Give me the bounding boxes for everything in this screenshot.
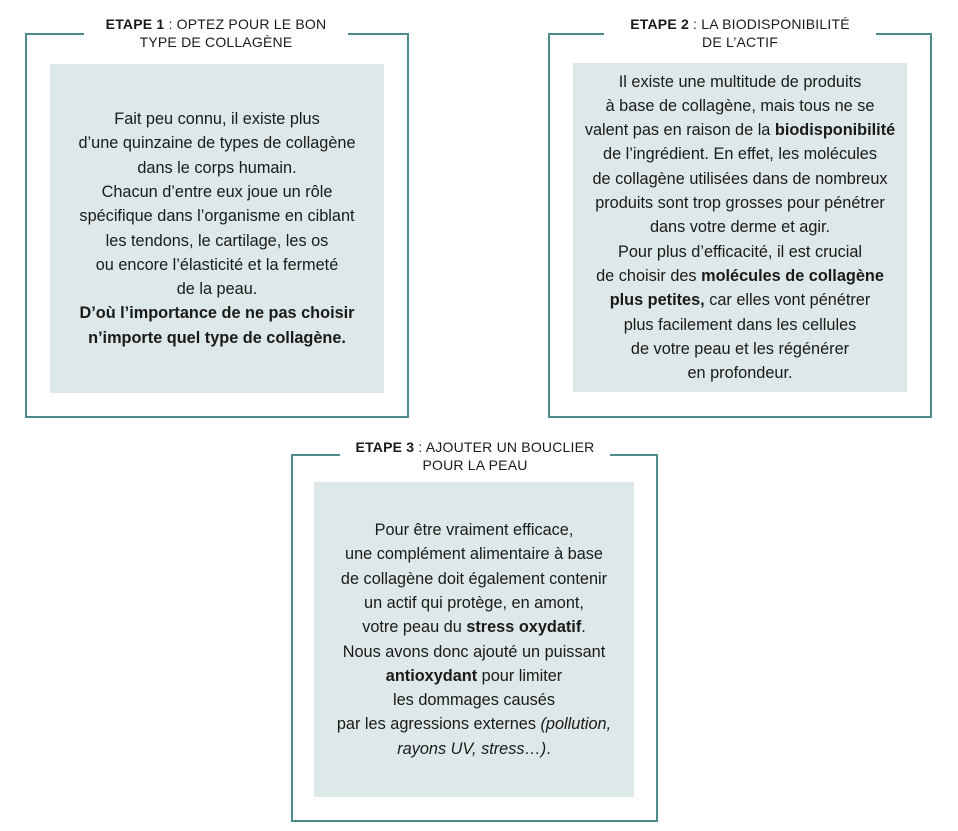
step-2-title-line1: : LA BIODISPONIBILITÉ: [688, 16, 850, 32]
step-3-number: ETAPE 3: [355, 439, 415, 455]
step-3-line: par les agressions externes: [336, 715, 541, 734]
step-3-text: [337, 518, 611, 761]
step-2-number: ETAPE 2: [630, 16, 689, 32]
step-3-panel: [314, 482, 634, 797]
step-1-emphasis: n’importe quel type de collagène.: [88, 328, 346, 347]
step-3-line: .: [546, 739, 551, 758]
step-3-italic: (pollution,: [540, 715, 612, 734]
step-2-line: car elles vont pénétrer: [704, 291, 871, 310]
step-3-line: Nous avons donc ajouté un puissant: [342, 642, 606, 661]
step-3-line: pour limiter: [477, 666, 563, 685]
step-3-emphasis: antioxydant: [385, 666, 478, 685]
step-2-panel: [573, 63, 907, 392]
step-3-emphasis: stress oxydatif: [466, 618, 582, 637]
step-1-line: d’une quinzaine de types de collagène: [78, 134, 356, 153]
step-3-line: votre peau du: [362, 618, 467, 637]
step-2-emphasis: plus petites,: [609, 291, 705, 310]
step-2-line: de votre peau et les régénérer: [630, 339, 850, 358]
step-2-emphasis: biodisponibilité: [774, 121, 896, 140]
step-1-emphasis: D’où l’importance de ne pas choisir: [79, 304, 355, 323]
step-1-text: [79, 107, 356, 350]
step-2-line: en profondeur.: [687, 364, 793, 383]
step-2-line: dans votre derme et agir.: [649, 218, 831, 237]
step-1-panel: [50, 64, 384, 393]
step-2-line: Il existe une multitude de produits: [618, 72, 862, 91]
step-2-line: Pour plus d’efficacité, il est crucial: [617, 242, 863, 261]
step-2-line: produits sont trop grosses pour pénétrer: [595, 194, 885, 213]
step-2-emphasis: molécules de collagène: [701, 266, 884, 285]
step-2-heading: [604, 15, 876, 51]
step-1-number: ETAPE 1: [105, 16, 165, 32]
step-3-line: les dommages causés: [392, 691, 555, 710]
step-2-line: à base de collagène, mais tous ne se: [605, 96, 875, 115]
step-3-line: de collagène doit également contenir: [340, 569, 608, 588]
step-1-line: de la peau.: [176, 280, 258, 299]
step-1-heading: [84, 15, 348, 51]
step-3-heading: [340, 438, 610, 474]
step-2-title-line2: DE L’ACTIF: [702, 34, 778, 50]
step-3-line: Pour être vraiment efficace,: [374, 521, 574, 540]
step-3-title-line2: POUR LA PEAU: [422, 457, 528, 473]
step-3-italic: rayons UV, stress…): [397, 739, 547, 758]
step-3-line: .: [581, 618, 586, 637]
step-1-line: spécifique dans l’organisme en ciblant: [79, 207, 355, 226]
step-2-line: valent pas en raison de la: [584, 121, 775, 140]
step-2-line: de l’ingrédient. En effet, les molécules: [603, 145, 877, 164]
step-2-line: de collagène utilisées dans de nombreux: [592, 169, 888, 188]
step-1-title-line1: : OPTEZ POUR LE BON: [164, 16, 327, 32]
step-1-line: dans le corps humain.: [137, 158, 297, 177]
step-2-text: [585, 70, 895, 386]
step-1-line: les tendons, le cartilage, les os: [105, 231, 329, 250]
step-1-line: Fait peu connu, il existe plus: [114, 110, 320, 129]
step-3-line: un actif qui protège, en amont,: [364, 593, 584, 612]
step-3-title-line1: : AJOUTER UN BOUCLIER: [414, 439, 595, 455]
step-3-line: une complément alimentaire à base: [345, 545, 603, 564]
step-2-line: plus facilement dans les cellules: [623, 315, 857, 334]
step-1-line: Chacun d’entre eux joue un rôle: [101, 182, 333, 201]
step-2-line: de choisir des: [596, 266, 702, 285]
step-1-line: ou encore l’élasticité et la fermeté: [95, 255, 339, 274]
step-1-title-line2: TYPE DE COLLAGÈNE: [139, 34, 293, 50]
